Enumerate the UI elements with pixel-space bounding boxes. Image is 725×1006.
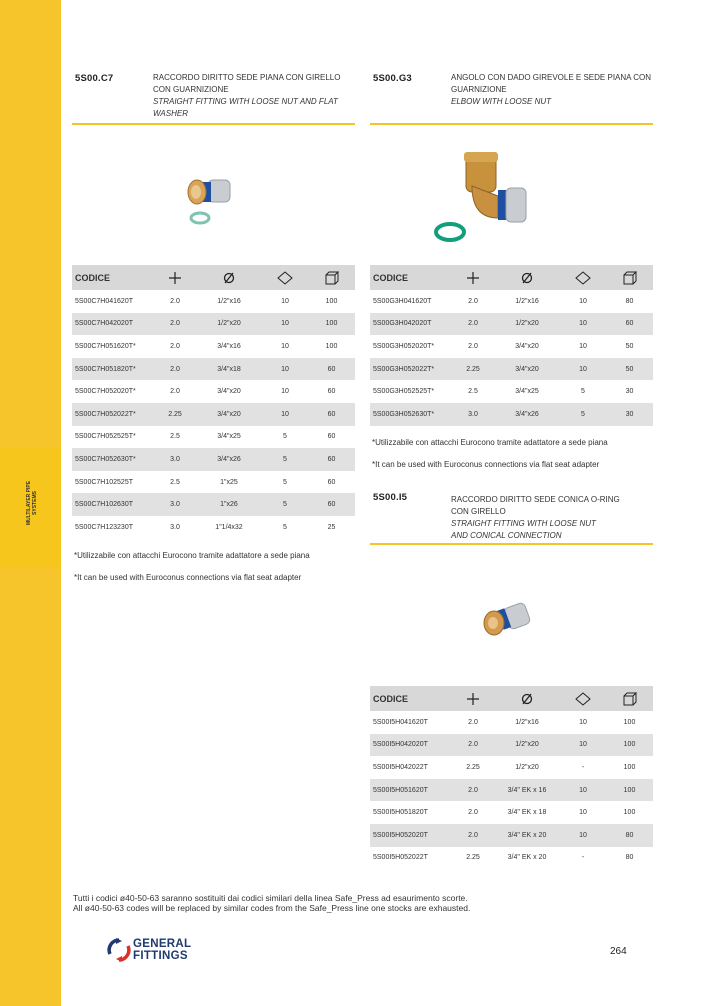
- table-header-row: [370, 265, 653, 290]
- cell-b: 3/4"x20: [515, 342, 539, 350]
- cell-c: 10: [560, 734, 606, 757]
- cell-d: 100: [606, 734, 653, 757]
- table-row: [370, 313, 653, 336]
- cell-b: 3/4" EK x 20: [494, 824, 560, 847]
- logo-text-line2: FITTINGS: [133, 950, 188, 962]
- table-row: [72, 516, 355, 539]
- cell-d: 50: [625, 342, 634, 350]
- cell-d: 60: [308, 358, 355, 381]
- table-row: [72, 358, 355, 381]
- col-header-carton: [308, 265, 355, 290]
- cell-d: 60: [327, 478, 336, 486]
- cell-b: 3/4"x25: [217, 433, 241, 441]
- col-header-codice: CODICE: [370, 265, 452, 290]
- table-row: [72, 493, 355, 516]
- table-row: [72, 403, 355, 426]
- cell-c: 10: [262, 313, 308, 336]
- logo-text-line1: GENERAL: [133, 938, 192, 950]
- cell-a: 3.0: [154, 493, 196, 516]
- cell-b: 1/2"x16: [217, 297, 241, 305]
- box-closed-icon: [622, 271, 638, 285]
- cell-b: 3/4" EK x 18: [507, 809, 547, 817]
- cell-a: 2.0: [170, 342, 180, 350]
- cell-b: 1"x26: [196, 493, 262, 516]
- cell-b: 1"x25: [220, 478, 238, 486]
- diameter-icon: [222, 271, 236, 285]
- cell-a: 2.0: [468, 809, 478, 817]
- col-header-thickness: [154, 265, 196, 290]
- table-row: [72, 380, 355, 403]
- cell-b: 3/4" EK x 20: [507, 854, 547, 862]
- product-code-i5: 5S00.I5: [373, 492, 408, 503]
- cell-c: 10: [262, 358, 308, 381]
- footer-note-en: All ø40-50-63 codes will be replaced by similar codes from the Safe_Press line one stocks are exhausted.: [73, 903, 471, 913]
- table-row: [370, 779, 653, 802]
- logo-mark-icon: [106, 937, 132, 963]
- tee-icon: [168, 271, 182, 285]
- product-image-c7: [183, 172, 243, 227]
- cell-d: 30: [606, 403, 653, 426]
- footer-note-it: Tutti i codici ø40-50-63 saranno sostituiti dai codici similari della linea Safe_Press ad esaurimento scorte.: [73, 893, 468, 903]
- divider-i5: [370, 543, 653, 545]
- desc-it-g3: ANGOLO CON DADO GIREVOLE E SEDE PIANA CON GUARNIZIONE: [451, 73, 652, 94]
- cell-a: 2.0: [468, 342, 478, 350]
- note-en-g3: *It can be used with Euroconus connections via flat seat adapter: [372, 460, 600, 469]
- product-image-i5: [480, 601, 540, 641]
- table-row: [370, 847, 653, 870]
- box-closed-icon: [324, 271, 340, 285]
- col-header-codice: CODICE: [370, 686, 452, 711]
- cell-d: 100: [606, 779, 653, 802]
- cell-c: 10: [281, 388, 289, 396]
- note-it-c7: *Utilizzabile con attacchi Eurocono tramite adattatore a sede piana: [74, 551, 310, 560]
- cell-c: 5: [283, 433, 287, 441]
- cell-a: 3.0: [452, 403, 494, 426]
- cell-d: 25: [327, 523, 336, 531]
- cell-b: 1/2"x20: [494, 313, 560, 336]
- table-row: [370, 290, 653, 313]
- cell-b: 3/4"x25: [515, 388, 539, 396]
- table-row: [370, 801, 653, 824]
- cell-d: 100: [623, 763, 636, 771]
- col-header-thickness: [452, 265, 494, 290]
- table-row: [370, 824, 653, 847]
- cell-code: 5S00C7H102630T: [72, 493, 154, 516]
- spec-table-c7: [72, 265, 355, 539]
- note-it-g3: *Utilizzabile con attacchi Eurocono tramite adattatore a sede piana: [372, 438, 608, 447]
- cell-b: 3/4"x26: [196, 448, 262, 471]
- cell-code: 5S00C7H042020T: [72, 313, 154, 336]
- cell-c: 10: [560, 824, 606, 847]
- cell-a: 2.25: [466, 763, 480, 771]
- tee-icon: [466, 692, 480, 706]
- cell-c: -: [581, 763, 585, 771]
- cell-d: 100: [325, 297, 338, 305]
- box-open-icon: [575, 692, 591, 706]
- cell-a: 2.0: [170, 388, 180, 396]
- company-logo: [106, 935, 216, 965]
- cell-c: 10: [579, 809, 587, 817]
- col-header-diameter: [196, 265, 262, 290]
- product-desc-g3: [451, 72, 656, 108]
- table-row: [370, 403, 653, 426]
- cell-c: 10: [281, 297, 289, 305]
- cell-c: 10: [560, 313, 606, 336]
- cell-b: 1/2"x20: [515, 763, 539, 771]
- sidebar-label-line1: MULTILAYER PIPE: [26, 480, 32, 526]
- cell-code: 5S00I5H052020T: [370, 824, 452, 847]
- tee-icon: [466, 271, 480, 285]
- cell-b: 3/4"x20: [196, 403, 262, 426]
- cell-d: 80: [625, 854, 634, 862]
- table-row: [72, 448, 355, 471]
- cell-code: 5S00I5H051820T: [373, 809, 428, 817]
- cell-d: 60: [308, 403, 355, 426]
- cell-code: 5S00C7H123230T: [75, 523, 133, 531]
- table-header-row: [370, 686, 653, 711]
- divider-c7: [72, 123, 355, 125]
- cell-d: 60: [327, 433, 336, 441]
- cell-a: 2.5: [170, 478, 180, 486]
- cell-b: 3/4" EK x 16: [494, 779, 560, 802]
- cell-code: 5S00C7H052630T*: [72, 448, 154, 471]
- cell-c: -: [581, 854, 585, 862]
- sidebar-label: [26, 481, 38, 525]
- box-open-icon: [575, 271, 591, 285]
- cell-c: 10: [560, 779, 606, 802]
- cell-code: 5S00G3H042020T: [370, 313, 452, 336]
- desc-en-c7: STRAIGHT FITTING WITH LOOSE NUT AND FLAT WASHER: [153, 97, 338, 118]
- cell-code: 5S00I5H042020T: [370, 734, 452, 757]
- spec-table-i5: [370, 686, 653, 869]
- cell-c: 5: [262, 493, 308, 516]
- table-row: [72, 335, 355, 358]
- product-code-g3: 5S00.G3: [373, 73, 412, 84]
- cell-a: 2.0: [452, 313, 494, 336]
- cell-code: 5S00I5H042022T: [373, 763, 428, 771]
- cell-d: 100: [308, 313, 355, 336]
- page-number: 264: [610, 946, 627, 957]
- cell-c: 5: [283, 478, 287, 486]
- col-header-carton: [606, 686, 653, 711]
- product-code-c7: 5S00.C7: [75, 73, 114, 84]
- col-header-diameter: [494, 265, 560, 290]
- table-row: [370, 711, 653, 734]
- diameter-icon: [520, 271, 534, 285]
- cell-a: 3.0: [154, 448, 196, 471]
- diameter-icon: [520, 692, 534, 706]
- cell-c: 5: [262, 448, 308, 471]
- cell-a: 2.5: [468, 388, 478, 396]
- cell-code: 5S00G3H041620T: [373, 297, 432, 305]
- col-header-diameter: [494, 686, 560, 711]
- cell-d: 30: [625, 388, 634, 396]
- cell-a: 2.0: [468, 718, 478, 726]
- cell-b: 3/4"x26: [494, 403, 560, 426]
- col-header-box: [560, 265, 606, 290]
- cell-code: 5S00G3H052022T*: [370, 358, 452, 381]
- cell-code: 5S00G3H052020T*: [373, 342, 435, 350]
- cell-c: 5: [581, 388, 585, 396]
- cell-a: 2.0: [154, 358, 196, 381]
- divider-g3: [370, 123, 653, 125]
- cell-code: 5S00I5H051620T: [370, 779, 452, 802]
- cell-c: 10: [560, 358, 606, 381]
- cell-a: 2.5: [170, 433, 180, 441]
- sidebar-label-line2: SYSTEMS: [32, 491, 38, 515]
- cell-b: 1/2"x20: [196, 313, 262, 336]
- cell-code: 5S00C7H052022T*: [72, 403, 154, 426]
- col-header-carton: [606, 265, 653, 290]
- cell-d: 60: [308, 448, 355, 471]
- product-image-g3: [428, 146, 528, 246]
- desc-en-g3: ELBOW WITH LOOSE NUT: [451, 97, 552, 106]
- box-open-icon: [277, 271, 293, 285]
- cell-c: 10: [262, 403, 308, 426]
- table-row: [370, 358, 653, 381]
- cell-code: 5S00I5H052022T: [373, 854, 428, 862]
- cell-code: 5S00G3H052630T*: [370, 403, 452, 426]
- cell-b: 1/2"x16: [515, 297, 539, 305]
- cell-b: 3/4"x20: [217, 388, 241, 396]
- cell-code: 5S00I5H041620T: [373, 718, 428, 726]
- desc-en-i5-line1: STRAIGHT FITTING WITH LOOSE NUT: [451, 519, 596, 528]
- table-row: [72, 426, 355, 449]
- cell-code: 5S00C7H051620T*: [75, 342, 136, 350]
- col-header-codice: CODICE: [72, 265, 154, 290]
- product-desc-c7: [153, 72, 358, 120]
- cell-b: 1"1/4x32: [215, 523, 243, 531]
- cell-d: 100: [623, 718, 636, 726]
- table-header-row: [72, 265, 355, 290]
- cell-c: 5: [560, 403, 606, 426]
- table-row: [370, 756, 653, 779]
- table-row: [370, 380, 653, 403]
- cell-d: 60: [606, 313, 653, 336]
- cell-b: 3/4"x20: [494, 358, 560, 381]
- cell-a: 2.0: [452, 779, 494, 802]
- cell-a: 2.0: [452, 824, 494, 847]
- cell-code: 5S00C7H052525T*: [75, 433, 136, 441]
- table-row: [370, 734, 653, 757]
- cell-code: 5S00C7H102525T: [75, 478, 133, 486]
- cell-c: 10: [281, 342, 289, 350]
- desc-it-i5-line1: RACCORDO DIRITTO SEDE CONICA O-RING: [451, 495, 620, 504]
- cell-b: 3/4"x16: [217, 342, 241, 350]
- note-en-c7: *It can be used with Euroconus connections via flat seat adapter: [74, 573, 302, 582]
- cell-d: 80: [625, 297, 634, 305]
- desc-it-c7: RACCORDO DIRITTO SEDE PIANA CON GIRELLO CON GUARNIZIONE: [153, 73, 341, 94]
- spec-table-g3: [370, 265, 653, 426]
- cell-b: 1/2"x16: [515, 718, 539, 726]
- table-row: [72, 313, 355, 336]
- cell-code: 5S00C7H041620T: [75, 297, 133, 305]
- cell-d: 60: [308, 493, 355, 516]
- cell-code: 5S00G3H052525T*: [373, 388, 435, 396]
- cell-c: 10: [579, 718, 587, 726]
- cell-code: 5S00C7H051820T*: [72, 358, 154, 381]
- cell-b: 3/4"x18: [196, 358, 262, 381]
- cell-d: 100: [623, 809, 636, 817]
- desc-it-i5-line2: CON GIRELLO: [451, 507, 506, 516]
- cell-c: 10: [579, 342, 587, 350]
- table-row: [370, 335, 653, 358]
- col-header-thickness: [452, 686, 494, 711]
- cell-d: 100: [325, 342, 338, 350]
- cell-code: 5S00C7H052020T*: [75, 388, 136, 396]
- cell-b: 1/2"x20: [494, 734, 560, 757]
- cell-a: 2.25: [452, 358, 494, 381]
- cell-a: 2.25: [466, 854, 480, 862]
- col-header-box: [560, 686, 606, 711]
- table-row: [72, 290, 355, 313]
- cell-a: 3.0: [170, 523, 180, 531]
- col-header-box: [262, 265, 308, 290]
- box-closed-icon: [622, 692, 638, 706]
- cell-d: 60: [327, 388, 336, 396]
- cell-a: 2.0: [468, 297, 478, 305]
- cell-c: 5: [283, 523, 287, 531]
- cell-d: 50: [606, 358, 653, 381]
- cell-a: 2.0: [452, 734, 494, 757]
- desc-en-i5-line2: AND CONICAL CONNECTION: [451, 531, 562, 540]
- product-desc-i5: [451, 494, 656, 542]
- cell-d: 80: [606, 824, 653, 847]
- cell-c: 10: [579, 297, 587, 305]
- table-row: [72, 471, 355, 494]
- cell-a: 2.25: [154, 403, 196, 426]
- cell-a: 2.0: [154, 313, 196, 336]
- cell-a: 2.0: [170, 297, 180, 305]
